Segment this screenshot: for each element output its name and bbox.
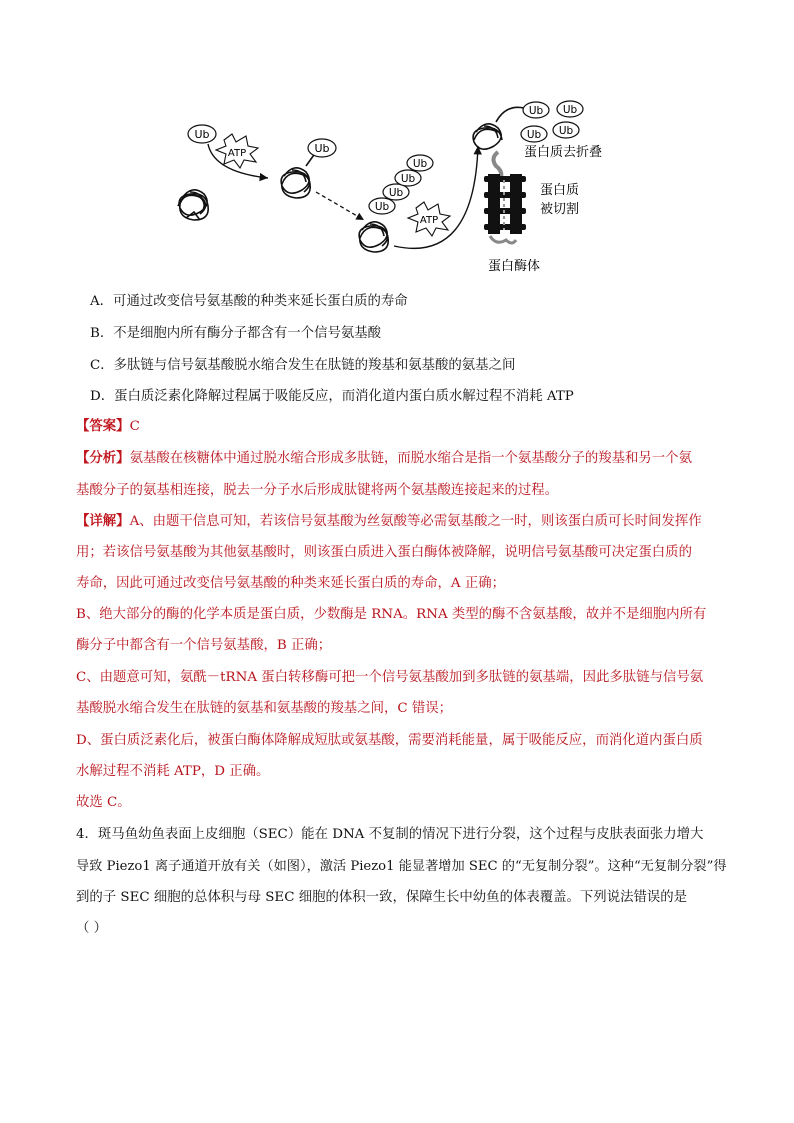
svg-text:Ub: Ub (374, 201, 390, 213)
detail-line-10: 故选 C。 (76, 795, 131, 810)
analysis-line-2: 基酸分子的氨基相连接，脱去一分子水后形成肽键将两个氨基酸连接起来的过程。 (76, 483, 559, 498)
svg-text:ATP: ATP (227, 148, 247, 159)
svg-text:Ub: Ub (526, 129, 542, 141)
option-c: C．多肽链与信号氨基酸脱水缩合发生在肽链的羧基和氨基酸的氨基之间 (90, 358, 516, 373)
label-cut-1: 蛋白质 (540, 183, 580, 198)
svg-text:Ub: Ub (562, 104, 578, 116)
atp-burst-1 (216, 134, 258, 168)
ubiquitin-proteasome-diagram (150, 96, 650, 280)
svg-text:Ub: Ub (194, 128, 210, 141)
label-cut-2: 被切割 (540, 202, 580, 217)
label-proteasome: 蛋白酶体 (488, 259, 541, 274)
protein-tangle-3 (359, 222, 388, 252)
question4-line-3: 到的子 SEC 细胞的总体积与母 SEC 细胞的体积一致，保障生长中幼鱼的体表覆盖。下列说法错误的是 (76, 890, 688, 905)
answer-line: 【答案】C (76, 418, 140, 434)
svg-text:Ub: Ub (388, 187, 404, 199)
svg-text:Ub: Ub (528, 105, 544, 117)
detail-line-3: 寿命，因此可通过改变信号氨基酸的种类来延长蛋白质的寿命，A 正确； (76, 576, 506, 591)
question4-line-4: （ ） (76, 921, 108, 936)
option-b: B．不是细胞内所有酶分子都含有一个信号氨基酸 (90, 326, 382, 341)
detail-line-5: 酶分子中都含有一个信号氨基酸，B 正确； (76, 638, 332, 653)
detail-line-1: 【详解】A、由题干信息可知，若该信号氨基酸为丝氨酸等必需氨基酸之一时，则该蛋白质可长时间发挥作 (76, 513, 702, 529)
svg-text:Ub: Ub (412, 158, 428, 170)
svg-text:Ub: Ub (558, 125, 574, 137)
option-a: A．可通过改变信号氨基酸的种类来延长蛋白质的寿命 (90, 294, 408, 309)
question4-line-1: 4．斑马鱼幼鱼表面上皮细胞（SEC）能在 DNA 不复制的情况下进行分裂，这个过程与皮肤表面张力增大 (76, 827, 704, 842)
svg-text:ATP: ATP (419, 215, 439, 226)
detail-line-9: 水解过程不消耗 ATP，D 正确。 (76, 764, 270, 779)
ub-released (521, 101, 583, 142)
protein-tangle-1 (178, 190, 208, 220)
detail-line-6: C、由题意可知，氨酰－tRNA 蛋白转移酶可把一个信号氨基酸加到多肽链的氨基端，因此多肽链与信号氨 (76, 670, 704, 685)
analysis-line-1: 【分析】氨基酸在核糖体中通过脱水缩合形成多肽链，而脱水缩合是指一个氨基酸分子的羧基和另一个氨 (76, 450, 692, 466)
protein-tangle-4 (473, 107, 524, 149)
detail-line-2: 用；若该信号氨基酸为其他氨基酸时，则该蛋白质进入蛋白酶体被降解，说明信号氨基酸可决定蛋白质的 (76, 545, 692, 560)
arrow-dashed (316, 192, 364, 220)
ub-badge-1 (188, 125, 216, 143)
detail-line-7: 基酸脱水缩合发生在肽链的氨基和氨基酸的羧基之间，C 错误； (76, 701, 453, 716)
atp-burst-2 (408, 202, 450, 236)
option-d: D．蛋白质泛素化降解过程属于吸能反应，而消化道内蛋白质水解过程不消耗 ATP (90, 389, 574, 404)
question4-line-2: 导致 Piezo1 离子通道开放有关（如图），激活 Piezo1 能显著增加 SEC 的“无复制分裂”。这种“无复制分裂”得 (76, 859, 727, 874)
detail-line-8: D、蛋白质泛素化后，被蛋白酶体降解成短肽或氨基酸，需要消耗能量，属于吸能反应，而消化道内蛋白质 (76, 733, 703, 748)
protein-tangle-2 (281, 152, 316, 198)
ub-badge-2 (308, 139, 336, 157)
detail-line-4: B、绝大部分的酶的化学本质是蛋白质，少数酶是 RNA。RNA 类型的酶不含氨基酸，故并不是细胞内所有 (76, 607, 707, 622)
label-unfold: 蛋白质去折叠 (524, 145, 603, 160)
svg-text:Ub: Ub (314, 142, 330, 155)
proteasome (484, 152, 526, 243)
svg-text:Ub: Ub (400, 173, 416, 185)
